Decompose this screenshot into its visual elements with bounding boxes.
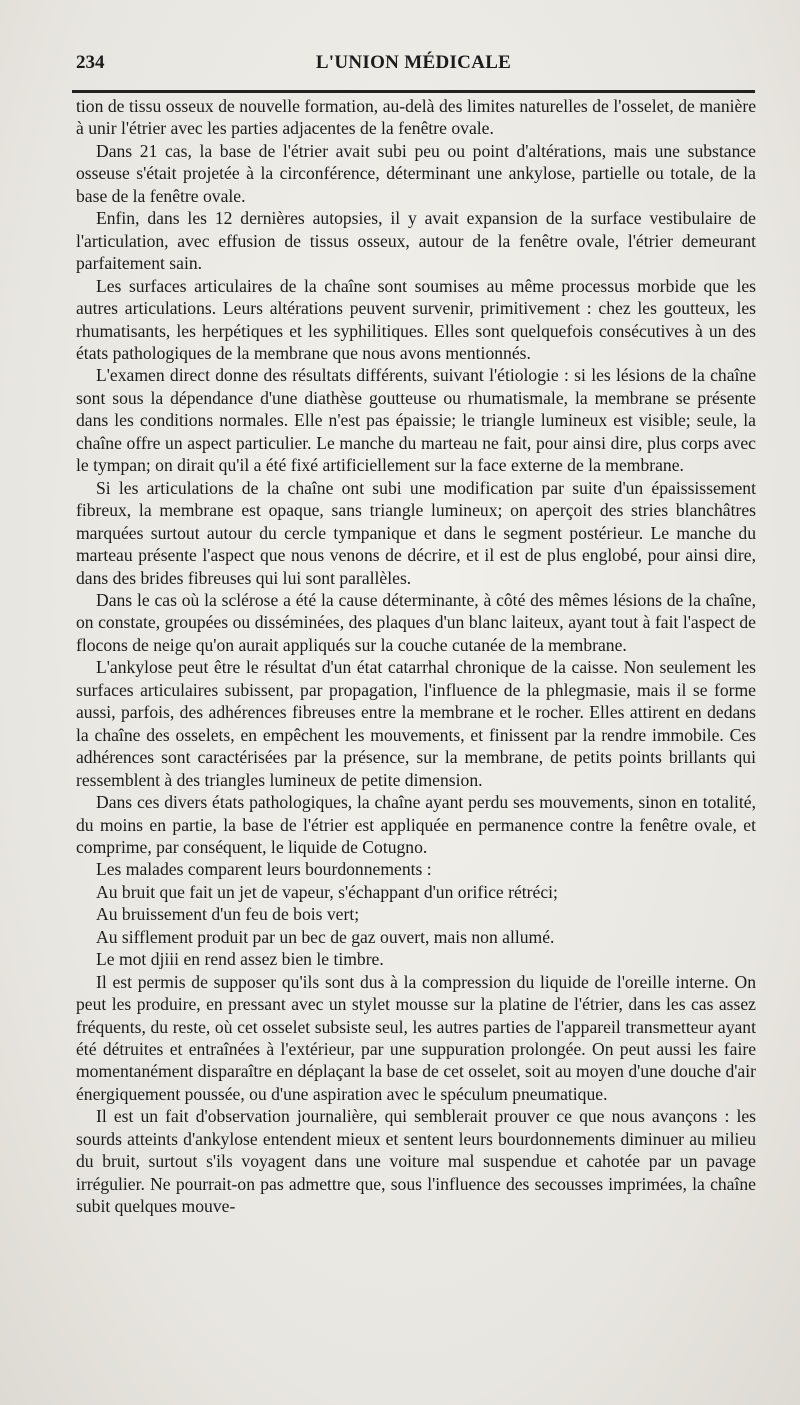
paragraph: Il est permis de supposer qu'ils sont dus à la compression du liquide de l'oreille interne. On peut les produire, en pressant avec un stylet mousse sur la platine de l'étrier, dans les cas assez fréquents, du reste, où cet osselet subsiste seul, les autres parties de l'appareil transmetteur ayant été détruites et entraînées à l'extérieur, par une suppuration prolongée. On peut aussi les faire momentanément disparaître en déplaçant la base de cet osselet, soit au moyen d'une douche d'air énergiquement poussée, ou d'une aspiration avec le spéculum pneumatique. bbox=[76, 971, 756, 1104]
paragraph: Dans 21 cas, la base de l'étrier avait subi peu ou point d'altérations, mais une substance osseuse s'était projetée à la circonférence, déterminant une ankylose, partielle ou totale, de la base de la fenêtre ovale. bbox=[76, 140, 756, 206]
page-number: 234 bbox=[76, 52, 105, 73]
running-head: L'UNION MÉDICALE bbox=[315, 52, 512, 73]
paragraph: L'ankylose peut être le résultat d'un état catarrhal chronique de la caisse. Non seulement les surfaces articulaires subissent, par propagation, l'influence de la phlegmasie, mais il se forme aussi, parfois, des adhérences fibreuses entre la membrane et le rocher. Elles attirent en dedans la chaîne des osselets, en empêchent les mouvements, et finissent par la rendre immobile. Ces adhérences sont caractérisées par la présence, sur la membrane, de petits points brillants qui ressemblent à des triangles lumineux de petite dimension. bbox=[76, 657, 756, 790]
page-header bbox=[72, 52, 755, 86]
paragraph: Si les articulations de la chaîne ont subi une modification par suite d'un épaississement fibreux, la membrane est opaque, sans triangle lumineux; on aperçoit des stries blanchâtres marquées surtout autour du cercle tympanique et dans le segment postérieur. Le manche du marteau présente l'aspect que nous venons de décrire, et il est de plus englobé, pour ainsi dire, dans des brides fibreuses qui lui sont parallèles. bbox=[76, 477, 756, 588]
header-rule bbox=[72, 90, 755, 93]
paragraph: Dans ces divers états pathologiques, la chaîne ayant perdu ses mouvements, sinon en totalité, du moins en partie, la base de l'étrier est appliquée en permanence contre la fenêtre ovale, et comprime, par conséquent, le liquide de Cotugno. bbox=[76, 792, 756, 857]
paragraph: Les malades comparent leurs bourdonnements : bbox=[96, 859, 432, 880]
list-item: Au bruit que fait un jet de vapeur, s'échappant d'un orifice rétréci; bbox=[96, 881, 558, 902]
paragraph: Enfin, dans les 12 dernières autopsies, il y avait expansion de la surface vestibulaire de l'articulation, avec effusion de tissus osseux, autour de la fenêtre ovale, l'étrier demeurant parfaitement sain. bbox=[76, 208, 756, 274]
paragraph: Les surfaces articulaires de la chaîne sont soumises au même processus morbide que les autres articulations. Leurs altérations peuvent survenir, primitivement : chez les goutteux, les rhumatisants, les herpétiques et les syphilitiques. Elles sont quelquefois consécutives à un des états pathologiques de la membrane que nous avons mentionnés. bbox=[76, 275, 756, 363]
list-item: Au bruissement d'un feu de bois vert; bbox=[96, 904, 360, 925]
list-item: Au sifflement produit par un bec de gaz ouvert, mais non allumé. bbox=[96, 926, 555, 947]
body-text bbox=[76, 95, 756, 1218]
paragraph: L'examen direct donne des résultats différents, suivant l'étiologie : si les lésions de la chaîne sont sous la dépendance d'une diathèse goutteuse ou rhumatismale, la membrane se présente dans les conditions normales. Elle n'est pas épaissie; le triangle lumineux est visible; seule, la chaîne offre un aspect particulier. Le manche du marteau ne fait, pour ainsi dire, plus corps avec le tympan; on dirait qu'il a été fixé artificiellement sur la face externe de la membrane. bbox=[76, 365, 756, 476]
paragraph: Dans le cas où la sclérose a été la cause déterminante, à côté des mêmes lésions de la chaîne, on constate, groupées ou disséminées, des plaques d'un blanc laiteux, ayant tout à fait l'aspect de flocons de neige qu'on aurait appliqués sur la couche cutanée de la membrane. bbox=[76, 589, 756, 655]
paragraph: Le mot djiii en rend assez bien le timbre. bbox=[96, 949, 384, 970]
paragraph: tion de tissu osseux de nouvelle formation, au-delà des limites naturelles de l'osselet, de manière à unir l'étrier avec les parties adjacentes de la fenêtre ovale. bbox=[76, 96, 756, 139]
paragraph: Il est un fait d'observation journalière, qui semblerait prouver ce que nous avançons : les sourds atteints d'ankylose entendent mieux et sentent leurs bourdonnements diminuer au milieu du bruit, surtout s'ils voyagent dans une voiture mal suspendue et cahotée par un pavage irrégulier. Ne pourrait-on pas admettre que, sous l'influence des secousses imprimées, la chaîne subit quelques mouve- bbox=[76, 1106, 756, 1217]
